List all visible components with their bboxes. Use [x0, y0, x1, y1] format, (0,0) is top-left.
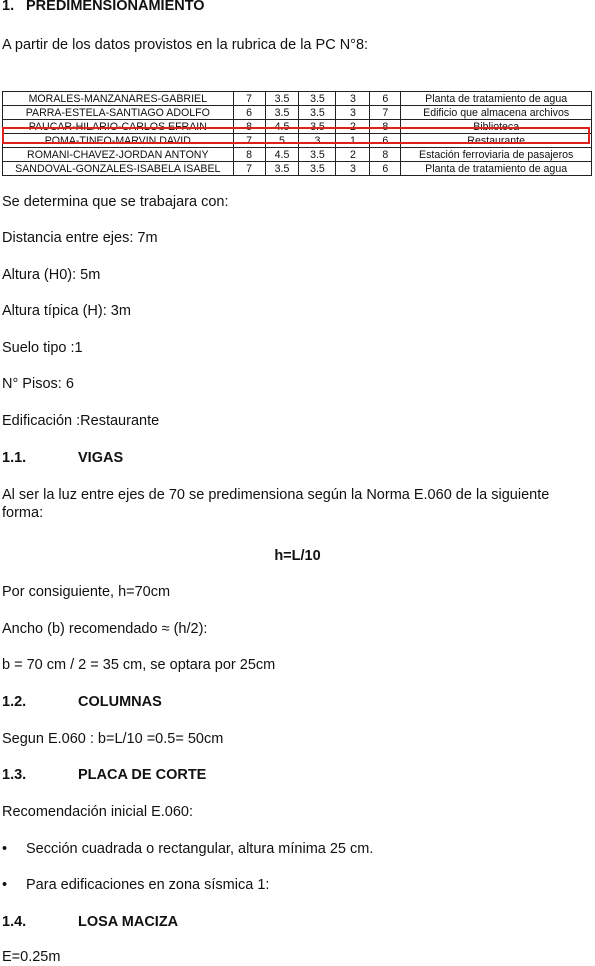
subsection-title: LOSA MACIZA	[78, 914, 179, 930]
determina-paragraph: Se determina que se trabajara con:	[2, 194, 229, 210]
table-cell: 3	[336, 162, 370, 176]
table-cell: Planta de tratamiento de agua	[401, 92, 592, 106]
table-cell: 3	[336, 92, 370, 106]
table-cell: 6	[370, 92, 401, 106]
subsection-heading-placa	[2, 766, 206, 784]
table-cell: 3.5	[299, 106, 336, 120]
param-altura-h0: Altura (H0): 5m	[2, 267, 101, 283]
table-cell: PARRA-ESTELA-SANTIAGO ADOLFO	[3, 106, 234, 120]
table-cell: 8	[233, 120, 265, 134]
intro-paragraph: A partir de los datos provistos en la rubrica de la PC N°8:	[2, 37, 369, 53]
table-cell: 3.5	[265, 106, 299, 120]
bullet-glyph: •	[2, 877, 8, 893]
table-row	[3, 92, 592, 106]
subsection-number: 1.2.	[2, 694, 27, 710]
subsection-title: COLUMNAS	[78, 694, 162, 710]
placa-paragraph: Recomendación inicial E.060:	[2, 804, 194, 820]
table-cell: 1	[336, 134, 370, 148]
vigas-ancho: Ancho (b) recomendado ≈ (h/2):	[2, 621, 208, 637]
section-number: 1.	[2, 0, 15, 14]
param-pisos: N° Pisos: 6	[2, 376, 74, 392]
bullet-text: Para edificaciones en zona sísmica 1:	[26, 877, 270, 893]
bullet-item	[2, 876, 269, 894]
columnas-paragraph: Segun E.060 : b=L/10 =0.5= 50cm	[2, 731, 224, 747]
vigas-h: Por consiguiente, h=70cm	[2, 584, 171, 600]
subsection-title: PLACA DE CORTE	[78, 767, 207, 783]
table-cell: 4.5	[265, 148, 299, 162]
table-cell: MORALES-MANZANARES-GABRIEL	[3, 92, 234, 106]
section-title: PREDIMENSIONAMIENTO	[26, 0, 205, 14]
table-cell: 5	[265, 134, 299, 148]
subsection-number: 1.3.	[2, 767, 27, 783]
table-row	[3, 134, 592, 148]
table-cell: 3.5	[299, 162, 336, 176]
param-distancia: Distancia entre ejes: 7m	[2, 230, 158, 246]
table-cell: Planta de tratamiento de agua	[401, 162, 592, 176]
table-cell: 7	[233, 162, 265, 176]
param-suelo: Suelo tipo :1	[2, 340, 83, 356]
table-cell: 8	[370, 148, 401, 162]
table-cell: 6	[370, 134, 401, 148]
table-cell: Restaurante	[401, 134, 592, 148]
bullet-item	[2, 840, 373, 858]
table-cell: 7	[233, 134, 265, 148]
table-cell: 7	[233, 92, 265, 106]
subsection-title: VIGAS	[78, 450, 124, 466]
table-row	[3, 120, 592, 134]
table-row	[3, 162, 592, 176]
vigas-b: b = 70 cm / 2 = 35 cm, se optara por 25cm	[2, 657, 276, 673]
table-cell: 3.5	[265, 162, 299, 176]
table-cell: 3.5	[299, 120, 336, 134]
table-cell: 3.5	[299, 92, 336, 106]
subsection-heading-columnas	[2, 693, 162, 711]
vigas-paragraph: Al ser la luz entre ejes de 70 se predimensiona según la Norma E.060 de la siguiente forma:	[2, 487, 550, 521]
losa-paragraph: E=0.25m	[2, 949, 61, 965]
table-cell: POMA-TINEO-MARVIN DAVID	[3, 134, 234, 148]
table-cell: 8	[233, 148, 265, 162]
table-cell: Edificio que almacena archivos	[401, 106, 592, 120]
table-cell: PAUCAR-HILARIO-CARLOS EFRAIN	[3, 120, 234, 134]
table-cell: SANDOVAL-GONZALES-ISABELA ISABEL	[3, 162, 234, 176]
table-cell: 3	[336, 106, 370, 120]
subsection-heading-losa	[2, 913, 178, 931]
table-cell: 2	[336, 120, 370, 134]
table-cell: 3.5	[299, 148, 336, 162]
table-cell: Biblioteca	[401, 120, 592, 134]
table-cell: 3	[299, 134, 336, 148]
table-cell: ROMANI-CHAVEZ-JORDAN ANTONY	[3, 148, 234, 162]
section-heading	[2, 0, 205, 15]
param-altura-tipica: Altura típica (H): 3m	[2, 303, 131, 319]
bullet-glyph: •	[2, 841, 8, 857]
formula: h=L/10	[274, 548, 321, 564]
bullet-text: Sección cuadrada o rectangular, altura mínima 25 cm.	[26, 841, 374, 857]
table-cell: 6	[233, 106, 265, 120]
table-cell: 7	[370, 106, 401, 120]
table-cell: 2	[336, 148, 370, 162]
param-edificacion: Edificación :Restaurante	[2, 413, 160, 429]
table-cell: 6	[370, 162, 401, 176]
rubric-table	[2, 91, 592, 176]
table-cell: 8	[370, 120, 401, 134]
table-row	[3, 106, 592, 120]
table-row	[3, 148, 592, 162]
table-cell: Estación ferroviaria de pasajeros	[401, 148, 592, 162]
table-cell: 3.5	[265, 92, 299, 106]
subsection-number: 1.1.	[2, 450, 27, 466]
table-cell: 4.5	[265, 120, 299, 134]
subsection-number: 1.4.	[2, 914, 27, 930]
rubric-table-image	[2, 89, 592, 177]
subsection-heading-vigas	[2, 449, 123, 467]
